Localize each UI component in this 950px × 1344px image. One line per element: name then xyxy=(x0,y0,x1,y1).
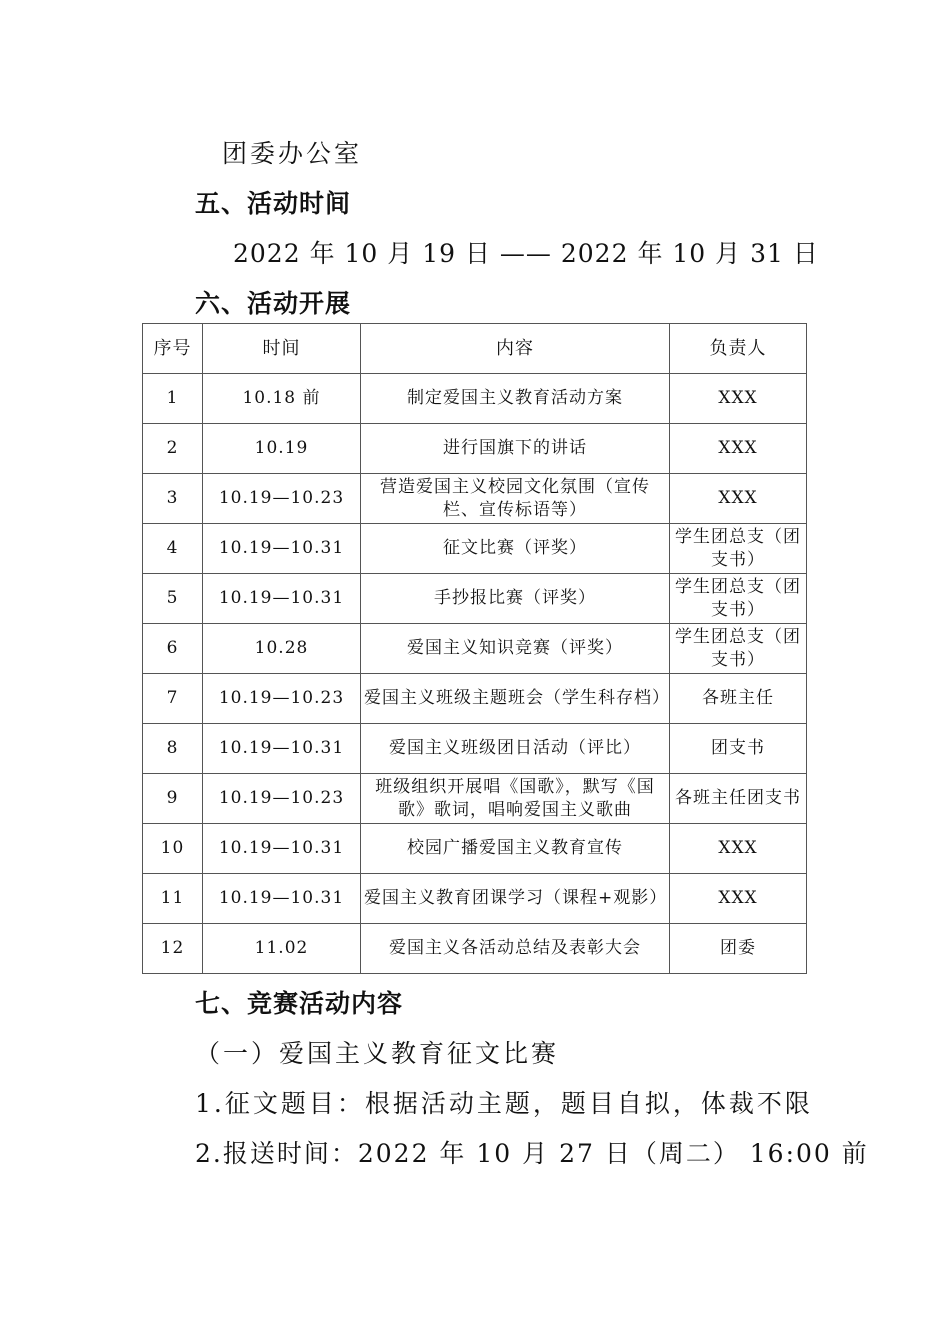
cell-content: 爱国主义班级主题班会（学生科存档） xyxy=(361,674,670,724)
cell-no: 10 xyxy=(143,824,203,874)
cell-time: 10.19—10.23 xyxy=(203,674,361,724)
cell-no: 3 xyxy=(143,474,203,524)
cell-content: 爱国主义班级团日活动（评比） xyxy=(361,724,670,774)
cell-content: 营造爱国主义校园文化氛围（宣传栏、宣传标语等） xyxy=(361,474,670,524)
cell-time: 10.18 前 xyxy=(203,374,361,424)
table-row xyxy=(143,824,807,874)
table-row xyxy=(143,574,807,624)
table-row xyxy=(143,524,807,574)
schedule-table xyxy=(142,323,807,974)
table-header-row xyxy=(143,324,807,374)
header-time: 时间 xyxy=(203,324,361,374)
cell-owner: 团委 xyxy=(670,924,807,974)
cell-no: 11 xyxy=(143,874,203,924)
cell-time: 10.19—10.23 xyxy=(203,774,361,824)
cell-no: 12 xyxy=(143,924,203,974)
cell-content: 爱国主义知识竞赛（评奖） xyxy=(361,624,670,674)
cell-owner: XXX xyxy=(670,824,807,874)
activity-date-range: 2022 年 10 月 19 日 —— 2022 年 10 月 31 日 xyxy=(233,239,819,268)
cell-content: 手抄报比赛（评奖） xyxy=(361,574,670,624)
cell-no: 8 xyxy=(143,724,203,774)
cell-owner: XXX xyxy=(670,474,807,524)
cell-owner: XXX xyxy=(670,424,807,474)
table-row xyxy=(143,874,807,924)
cell-time: 10.28 xyxy=(203,624,361,674)
table-row xyxy=(143,674,807,724)
cell-content: 爱国主义各活动总结及表彰大会 xyxy=(361,924,670,974)
cell-no: 2 xyxy=(143,424,203,474)
cell-owner: 学生团总支（团支书） xyxy=(670,574,807,624)
cell-no: 7 xyxy=(143,674,203,724)
cell-owner: 各班主任 xyxy=(670,674,807,724)
cell-no: 5 xyxy=(143,574,203,624)
cell-owner: 各班主任团支书 xyxy=(670,774,807,824)
table-row xyxy=(143,924,807,974)
cell-time: 10.19 xyxy=(203,424,361,474)
cell-owner: 学生团总支（团支书） xyxy=(670,524,807,574)
header-no: 序号 xyxy=(143,324,203,374)
table-body xyxy=(143,374,807,974)
cell-owner: XXX xyxy=(670,374,807,424)
cell-content: 爱国主义教育团课学习（课程+观影） xyxy=(361,874,670,924)
subheading-essay-contest: （一）爱国主义教育征文比赛 xyxy=(195,1039,560,1068)
cell-content: 进行国旗下的讲话 xyxy=(361,424,670,474)
cell-owner: 学生团总支（团支书） xyxy=(670,624,807,674)
essay-topic-item: 1.征文题目：根据活动主题，题目自拟，体裁不限 xyxy=(195,1089,813,1118)
section-heading-activity-time: 五、活动时间 xyxy=(195,189,352,218)
cell-time: 11.02 xyxy=(203,924,361,974)
cell-no: 4 xyxy=(143,524,203,574)
table-row xyxy=(143,374,807,424)
cell-time: 10.19—10.31 xyxy=(203,874,361,924)
cell-content: 制定爱国主义教育活动方案 xyxy=(361,374,670,424)
section-heading-competition: 七、竞赛活动内容 xyxy=(195,989,404,1018)
cell-no: 9 xyxy=(143,774,203,824)
cell-owner: 团支书 xyxy=(670,724,807,774)
header-owner: 负责人 xyxy=(670,324,807,374)
section-heading-activity-schedule: 六、活动开展 xyxy=(195,289,352,318)
cell-time: 10.19—10.23 xyxy=(203,474,361,524)
office-line: 团委办公室 xyxy=(222,139,363,168)
submission-time-item: 2.报送时间：2022 年 10 月 27 日（周二） 16:00 前 xyxy=(195,1139,869,1168)
table-row xyxy=(143,474,807,524)
table-row xyxy=(143,624,807,674)
cell-time: 10.19—10.31 xyxy=(203,724,361,774)
table-row xyxy=(143,774,807,824)
table-row xyxy=(143,724,807,774)
cell-time: 10.19—10.31 xyxy=(203,524,361,574)
cell-time: 10.19—10.31 xyxy=(203,824,361,874)
cell-no: 1 xyxy=(143,374,203,424)
cell-content: 校园广播爱国主义教育宣传 xyxy=(361,824,670,874)
cell-owner: XXX xyxy=(670,874,807,924)
cell-time: 10.19—10.31 xyxy=(203,574,361,624)
cell-no: 6 xyxy=(143,624,203,674)
table-row xyxy=(143,424,807,474)
cell-content: 班级组织开展唱《国歌》，默写《国歌》歌词，唱响爱国主义歌曲 xyxy=(361,774,670,824)
cell-content: 征文比赛（评奖） xyxy=(361,524,670,574)
header-content: 内容 xyxy=(361,324,670,374)
